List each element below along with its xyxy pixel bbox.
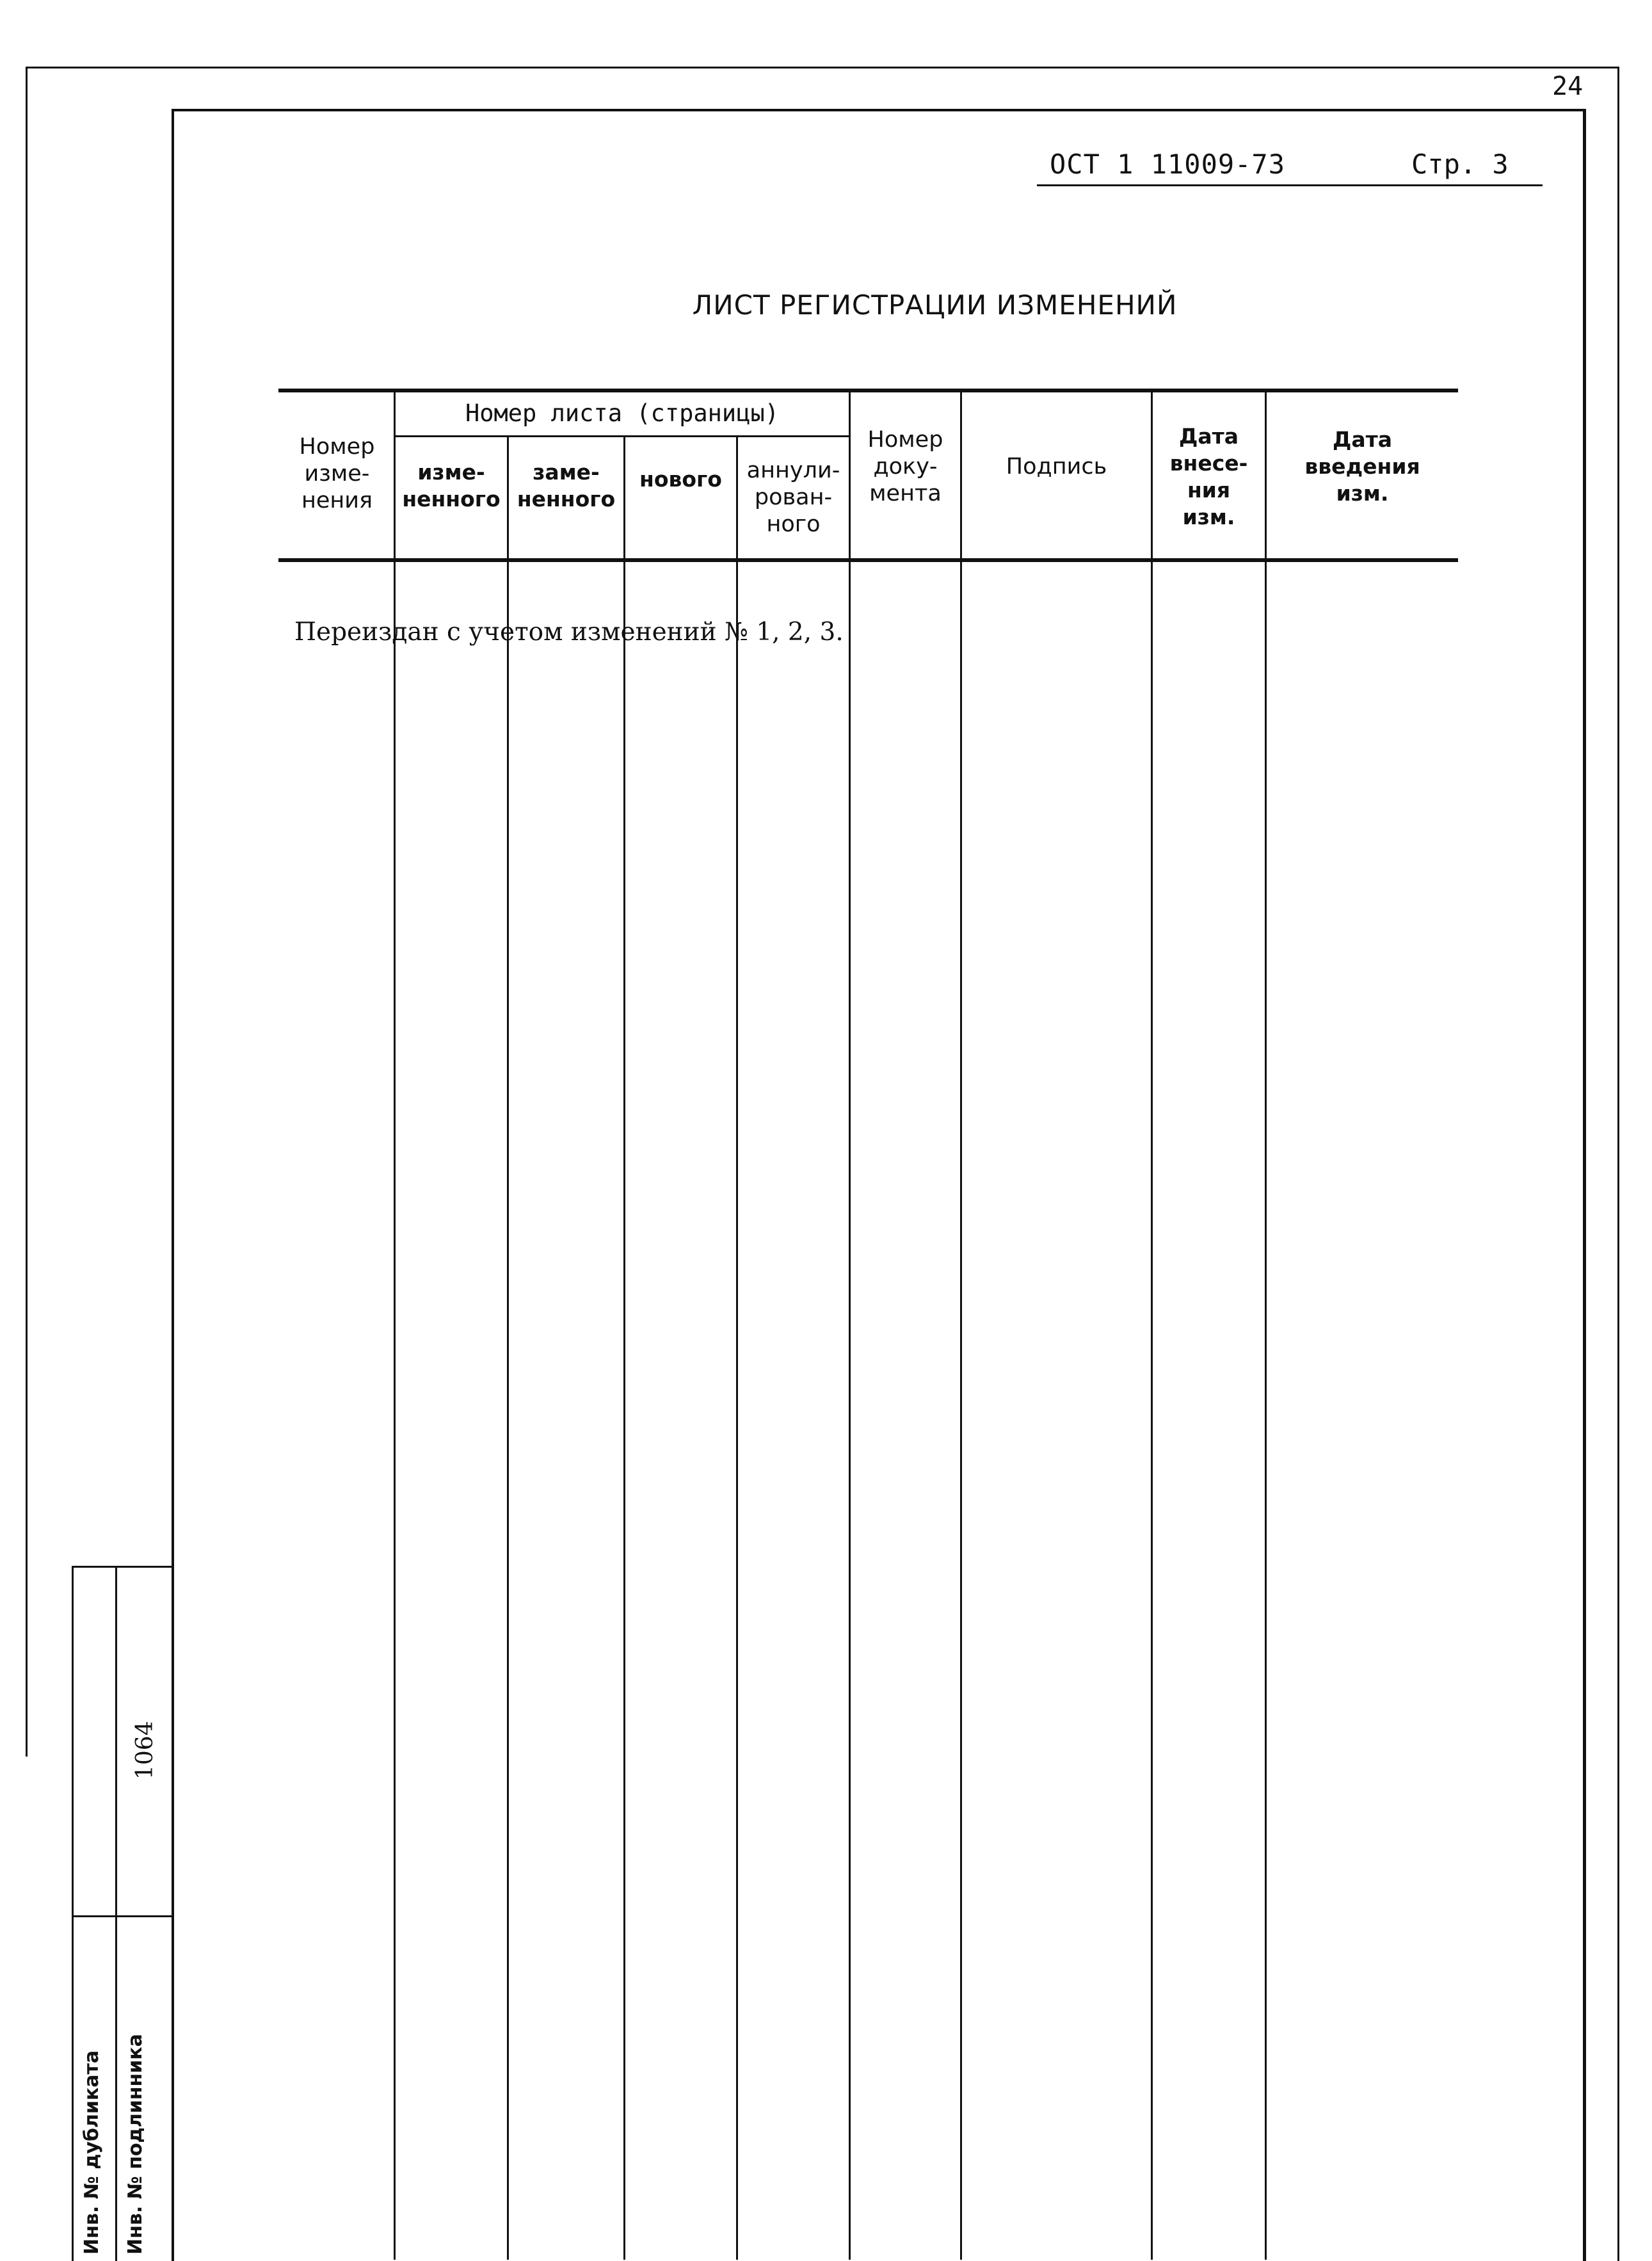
inner-frame-left bbox=[172, 109, 174, 2261]
stamp-top bbox=[72, 1566, 174, 1568]
table-group-rule bbox=[395, 435, 851, 437]
header-change-number: Номер изме- нения bbox=[299, 434, 375, 513]
inner-frame-top bbox=[172, 109, 1585, 111]
stamp-inv-original-label: Инв. № подлинника bbox=[124, 2034, 147, 2255]
outer-frame-right bbox=[1617, 67, 1619, 2261]
table-col-line-5 bbox=[849, 390, 851, 2260]
header-changed: изме- ненного bbox=[402, 460, 501, 511]
inner-frame-right bbox=[1583, 109, 1586, 2261]
stamp-inv-original-value: 1064 bbox=[132, 1721, 158, 1780]
table-col-line-2 bbox=[507, 435, 509, 2260]
outer-frame-top bbox=[26, 67, 1619, 68]
document-code: ОСТ 1 11009-73 bbox=[1050, 149, 1286, 180]
table-col-line-7 bbox=[1151, 390, 1153, 2260]
header-signature: Подпись bbox=[1006, 454, 1107, 479]
stamp-middle bbox=[72, 1915, 174, 1917]
stamp-inv-duplicate-label: Инв. № дубликата bbox=[81, 2050, 103, 2255]
header-new: нового bbox=[639, 467, 722, 492]
header-group-sheet-number: Номер листа (страницы) bbox=[465, 399, 780, 427]
stamp-divider bbox=[115, 1566, 117, 2261]
table-col-line-8 bbox=[1265, 390, 1267, 2260]
header-cancelled: аннули- рован- ного bbox=[746, 458, 840, 537]
table-header-bottom-rule bbox=[278, 558, 1458, 562]
page-label: Стр. 3 bbox=[1411, 149, 1509, 180]
table-col-line-1 bbox=[394, 390, 396, 2260]
page-title: ЛИСТ РЕГИСТРАЦИИ ИЗМЕНЕНИЙ bbox=[692, 289, 1178, 321]
table-col-line-4 bbox=[736, 435, 738, 2260]
header-date-entered: Дата внесе- ния изм. bbox=[1169, 424, 1248, 529]
header-document-number: Номер доку- мента bbox=[867, 427, 943, 506]
sheet-number: 24 bbox=[1552, 72, 1584, 101]
header-underline bbox=[1037, 184, 1543, 186]
reissue-note: Переиздан с учетом изменений № 1, 2, 3. bbox=[294, 618, 844, 647]
header-replaced: заме- ненного bbox=[517, 460, 616, 511]
header-date-introduced: Дата введения изм. bbox=[1304, 427, 1420, 506]
table-col-line-3 bbox=[623, 435, 625, 2260]
stamp-left bbox=[72, 1566, 74, 2261]
table-col-line-6 bbox=[960, 390, 962, 2260]
